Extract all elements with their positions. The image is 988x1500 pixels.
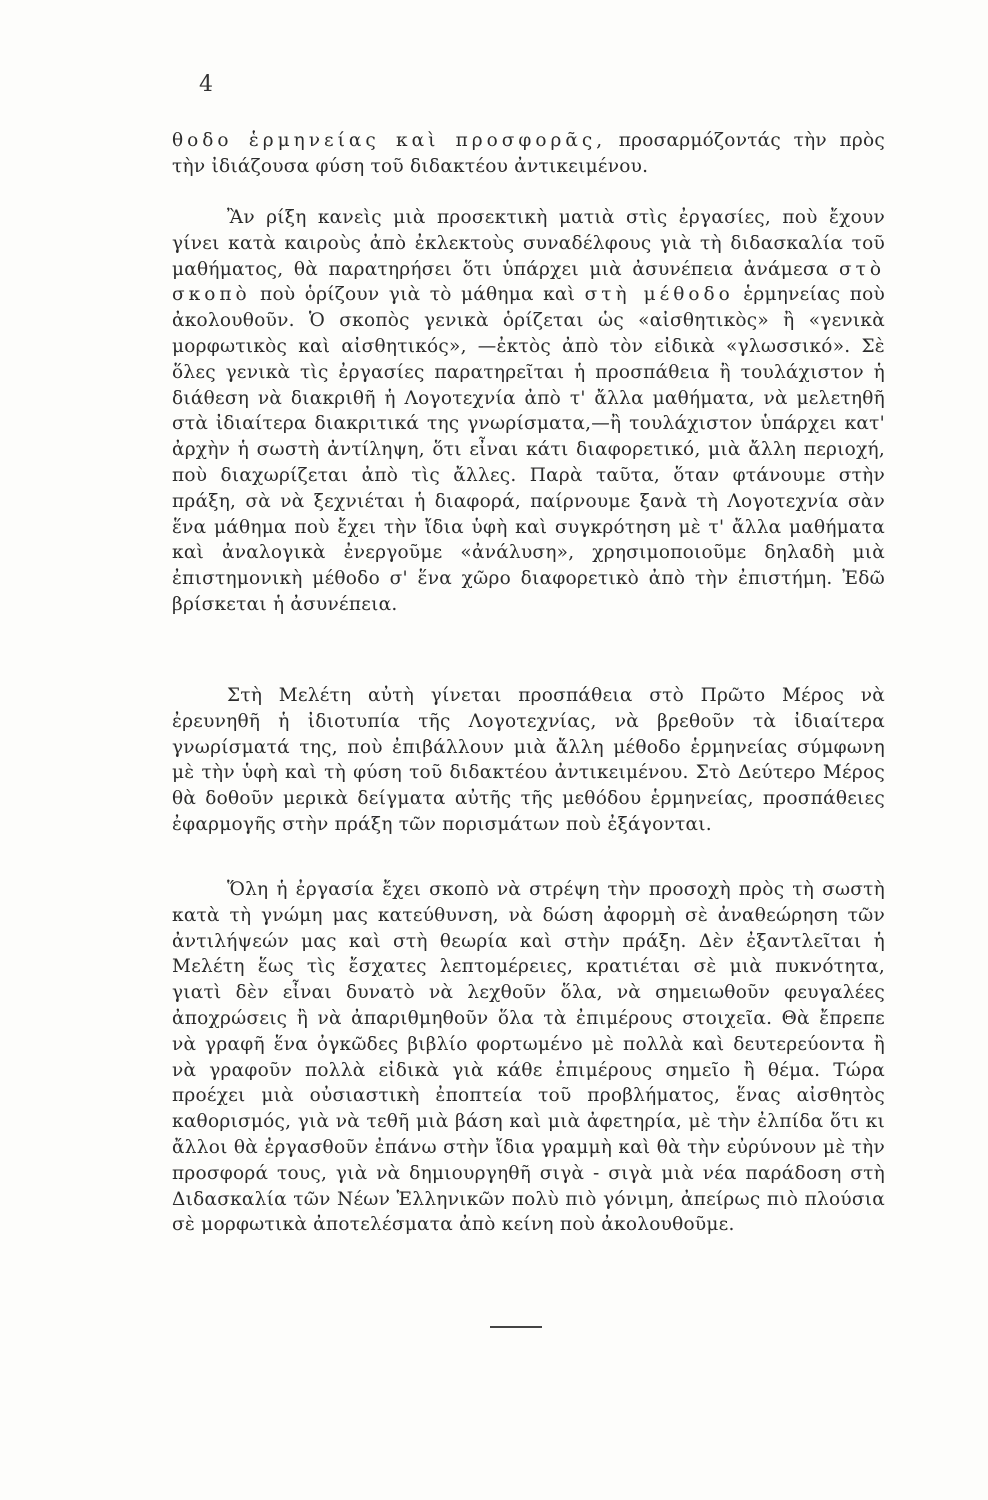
paragraph-text: Ἂν ρίξη κανεὶς μιὰ προσεκτικὴ ματιὰ στὶς ἐργασίες, ποὺ ἔχουν γίνει κατὰ καιροὺς ἀπὸ ἐκλεκτοὺς συναδέλφους γιὰ τὴ διδασκαλία τοῦ μαθήματος, θὰ παρατηρήσει ὅτι ὑπάρχει μιὰ ἀσυνέπεια ἀνάμεσα [172, 207, 885, 280]
paragraph-text: ἑρμηνείας ποὺ ἀκολουθοῦν. Ὁ σκοπὸς γενικὰ ὁρίζεται ὡς «αἰσθητικὸς» ἢ «γενικὰ μορφωτικὸς καὶ αἰσθητικός», —ἐκτὸς ἀπὸ τὸν εἰδικὰ «γλωσσικό». Σὲ ὅλες γενικὰ τὶς ἐργασίες παρατηρεῖται ἡ προσπάθεια ἢ τουλάχιστον ἡ διάθεση νὰ διακριθῆ ἡ Λογοτεχνία ἀπὸ τ' ἄλλα μαθήματα, νὰ μελετηθῆ στὰ ἰδιαίτερα διακριτικά της γνωρίσματα,—ἢ τουλάχιστον ὑπάρχει κατ' ἀρχὴν ἡ σωστὴ ἀντίληψη, ὅτι εἶναι κάτι διαφορετικό, μιὰ ἄλλη περιοχή, ποὺ διαχωρίζεται ἀπὸ τὶς ἄλλες. Παρὰ ταῦτα, ὅταν φτάνουμε στὴν πράξη, σὰ νὰ ξεχνιέται ἡ διαφορά, παίρνουμε ξανὰ τὴ Λογοτεχνία σὰν ἕνα μάθημα ποὺ ἔχει τὴν ἴδια ὑφὴ καὶ συγκρότηση μὲ τ' ἄλλα μαθήματα καὶ ἀναλογικὰ ἐνεργοῦμε «ἀνάλυση», χρησιμοποιοῦμε δηλαδὴ μιὰ ἐπιστημονικὴ μέθοδο σ' ἕνα χῶρο διαφορετικὸ ἀπὸ τὴν ἐπιστήμη. Ἐδῶ βρίσκεται ἡ ἀσυνέπεια. [172, 284, 885, 615]
spaced-emphasis: στὸ σκοπὸ [172, 258, 885, 306]
paragraph-text: Στὴ Μελέτη αὐτὴ γίνεται προσπάθεια στὸ Πρῶτο Μέρος νὰ ἐρευνηθῆ ἡ ἰδιοτυπία τῆς Λογοτεχνίας, νὰ βρεθοῦν τὰ ἰδιαίτερα γνωρίσματά της, ποὺ ἐπιβάλλουν μιὰ ἄλλη μέθοδο ἑρμηνείας σύμφωνη μὲ τὴν ὑφὴ καὶ τὴ φύση τοῦ διδακτέου ἀντικειμένου. Στὸ Δεύτερο Μέρος θὰ δοθοῦν μερικὰ δείγματα αὐτῆς τῆς μεθόδου ἑρμηνείας, προσπάθειες ἐφαρμογῆς στὴν πράξη τῶν πορισμάτων ποὺ ἐξάγονται. [172, 685, 885, 835]
spaced-emphasis: θοδο ἑρμηνείας καὶ προσφορᾶς, [172, 130, 607, 151]
paragraph-text: προσαρμόζοντάς τὴν πρὸς τὴν ἰδιάζουσα φύση τοῦ διδακτέου ἀντικειμένου. [172, 130, 885, 177]
paragraph-1 [172, 128, 885, 180]
paragraph-4 [172, 877, 885, 1238]
paragraph-text: ποὺ ὁρίζουν γιὰ τὸ μάθημα καὶ [250, 284, 585, 306]
end-rule [490, 1326, 542, 1328]
page-number: 4 [199, 72, 213, 97]
paragraph-text: Ὅλη ἡ ἐργασία ἔχει σκοπὸ νὰ στρέψη τὴν προσοχὴ πρὸς τὴ σωστὴ κατὰ τὴ γνώμη μας κατεύθυνση, νὰ δώση ἀφορμὴ σὲ ἀναθεώρηση τῶν ἀντιλήψεών μας καὶ στὴ θεωρία καὶ στὴν πράξη. Δὲν ἐξαντλεῖται ἡ Μελέτη ἕως τὶς ἔσχατες λεπτομέρειες, κρατιέται σὲ μιὰ πυκνότητα, γιατὶ δὲν εἶναι δυνατὸ νὰ λεχθοῦν ὅλα, νὰ σημειωθοῦν φευγαλέες ἀποχρώσεις ἢ νὰ ἀπαριθμηθοῦν ὅλα τὰ ἐπιμέρους στοιχεῖα. Θὰ ἔπρεπε νὰ γραφῆ ἕνα ὀγκῶδες βιβλίο φορτωμένο μὲ πολλὰ καὶ δευτερεύοντα ἢ νὰ γραφοῦν πολλὰ εἰδικὰ γιὰ κάθε ἐπιμέρους σημεῖο ἢ θέμα. Τώρα προέχει μιὰ οὐσιαστικὴ ἐποπτεία τοῦ προβλήματος, ἕνας αἰσθητὸς καθορισμός, γιὰ νὰ τεθῆ μιὰ βάση καὶ μιὰ ἀφετηρία, μὲ τὴν ἐλπίδα ὅτι κι ἄλλοι θὰ ἐργασθοῦν ἐπάνω στὴν ἴδια γραμμὴ καὶ θὰ τὴν εὐρύνουν μὲ τὴν προσφορά τους, γιὰ νὰ δημιουργηθῆ σιγὰ - σιγὰ μιὰ νέα παράδοση στὴ Διδασκαλία τῶν Νέων Ἑλληνικῶν πολὺ πιὸ γόνιμη, ἀπείρως πιὸ πλούσια σὲ μορφωτικὰ ἀποτελέσματα ἀπὸ κείνη ποὺ ἀκολουθοῦμε. [172, 879, 885, 1236]
spaced-emphasis: στὴ μέθοδο [584, 284, 734, 306]
paragraph-2 [172, 205, 885, 618]
paragraph-3 [172, 683, 885, 838]
